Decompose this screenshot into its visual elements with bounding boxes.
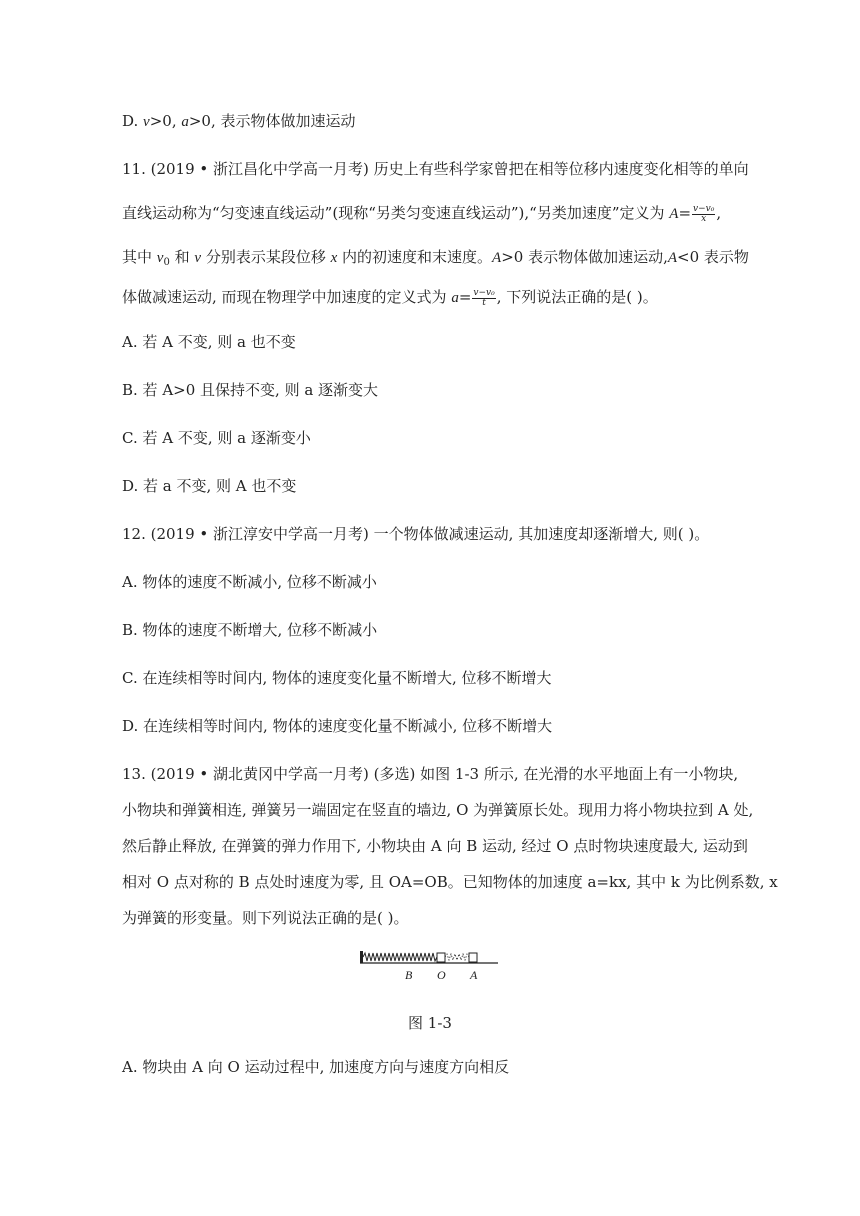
block-at-o <box>437 953 445 962</box>
symbol-A: A <box>667 250 678 266</box>
figure-caption: 图 1-3 <box>408 1014 452 1032</box>
acceleration-symbol: a <box>181 114 189 130</box>
question-13-option-a: A. 物块由 A 向 O 运动过程中, 加速度方向与速度方向相反 <box>122 1058 510 1076</box>
text-fragment: 体做减速运动, 而现在物理学中加速度的定义式为 <box>122 288 452 306</box>
text-fragment: 和 <box>169 248 195 266</box>
question-11-stem-line-1: 11. (2019 • 浙江昌化中学高一月考) 历史上有些科学家曾把在相等位移内速度变化相等的单向 <box>122 160 749 178</box>
question-11-stem-line-2 <box>122 202 721 225</box>
question-13-stem-line-5: 为弹簧的形变量。则下列说法正确的是( )。 <box>122 909 409 927</box>
symbol-v0: v <box>156 250 164 266</box>
question-10-option-d <box>122 110 356 133</box>
block-at-a <box>469 953 477 962</box>
question-12-stem: 12. (2019 • 浙江淳安中学高一月考) 一个物体做减速运动, 其加速度却逐渐增大, 则( )。 <box>122 525 710 543</box>
symbol-A: A <box>669 206 679 222</box>
subscript: 0 <box>163 257 170 268</box>
question-12-option-b: B. 物体的速度不断增大, 位移不断减小 <box>122 621 378 639</box>
symbol-A: A <box>492 250 502 266</box>
velocity-symbol: v <box>143 114 150 130</box>
fraction-denominator: t <box>482 297 486 308</box>
text-fragment: , <box>716 204 722 222</box>
text-fragment: 直线运动称为“匀变速直线运动”(现称“另类匀变速直线运动”),“另类加速度”定义为 <box>122 204 670 222</box>
fraction-numerator: v−v₀ <box>473 287 495 298</box>
fraction-denominator: x <box>701 213 707 224</box>
question-13-stem-line-2: 小物块和弹簧相连, 弹簧另一端固定在竖直的墙边, O 为弹簧原长处。现用力将小物块拉到 A 处, <box>122 801 754 819</box>
spring-block-figure <box>358 948 503 990</box>
fraction-a-definition <box>472 289 495 308</box>
question-13-stem-line-4: 相对 O 点对称的 B 点处时速度为零, 且 OA=OB。已知物体的加速度 a=kx, 其中 k 为比例系数, x <box>122 873 778 891</box>
fraction-A-definition <box>692 205 715 224</box>
question-11-stem-line-3 <box>122 246 749 274</box>
fraction-numerator: v−v₀ <box>693 203 715 214</box>
option-prefix: D. <box>122 112 144 130</box>
symbol-x: x <box>330 250 338 266</box>
question-12-option-d: D. 在连续相等时间内, 物体的速度变化量不断减小, 位移不断增大 <box>122 717 553 735</box>
text-fragment: 其中 <box>122 248 157 266</box>
text-fragment: >0, <box>149 112 182 130</box>
question-11-stem-line-4 <box>122 286 658 309</box>
question-13-stem-line-1: 13. (2019 • 湖北黄冈中学高一月考) (多选) 如图 1-3 所示, 在光滑的水平地面上有一小物块, <box>122 765 739 783</box>
text-fragment: 内的初速度和末速度。 <box>337 248 493 266</box>
wall <box>360 951 363 963</box>
spring <box>363 953 437 961</box>
question-11-option-a: A. 若 A 不变, 则 a 也不变 <box>122 333 296 351</box>
label-b: B <box>405 968 413 982</box>
question-12-option-c: C. 在连续相等时间内, 物体的速度变化量不断增大, 位移不断增大 <box>122 669 552 687</box>
question-11-option-d: D. 若 a 不变, 则 A 也不变 <box>122 477 297 495</box>
text-fragment: <0 表示物 <box>677 248 749 266</box>
text-fragment: , 下列说法正确的是( )。 <box>496 288 658 306</box>
equals-sign: = <box>678 204 692 222</box>
symbol-v: v <box>194 250 202 266</box>
question-11-option-c: C. 若 A 不变, 则 a 逐渐变小 <box>122 429 311 447</box>
spring-extension-dashed <box>445 954 469 960</box>
symbol-a: a <box>451 290 459 306</box>
label-a: A <box>470 968 478 982</box>
text-fragment: >0 表示物体做加速运动, <box>501 248 668 266</box>
text-fragment: 分别表示某段位移 <box>201 248 331 266</box>
equals-sign: = <box>458 288 472 306</box>
label-o: O <box>437 968 446 982</box>
question-13-stem-line-3: 然后静止释放, 在弹簧的弹力作用下, 小物块由 A 向 B 运动, 经过 O 点时物块速度最大, 运动到 <box>122 837 748 855</box>
text-fragment: >0, 表示物体做加速运动 <box>188 112 356 130</box>
question-11-option-b: B. 若 A>0 且保持不变, 则 a 逐渐变大 <box>122 381 379 399</box>
question-12-option-a: A. 物体的速度不断减小, 位移不断减小 <box>122 573 377 591</box>
